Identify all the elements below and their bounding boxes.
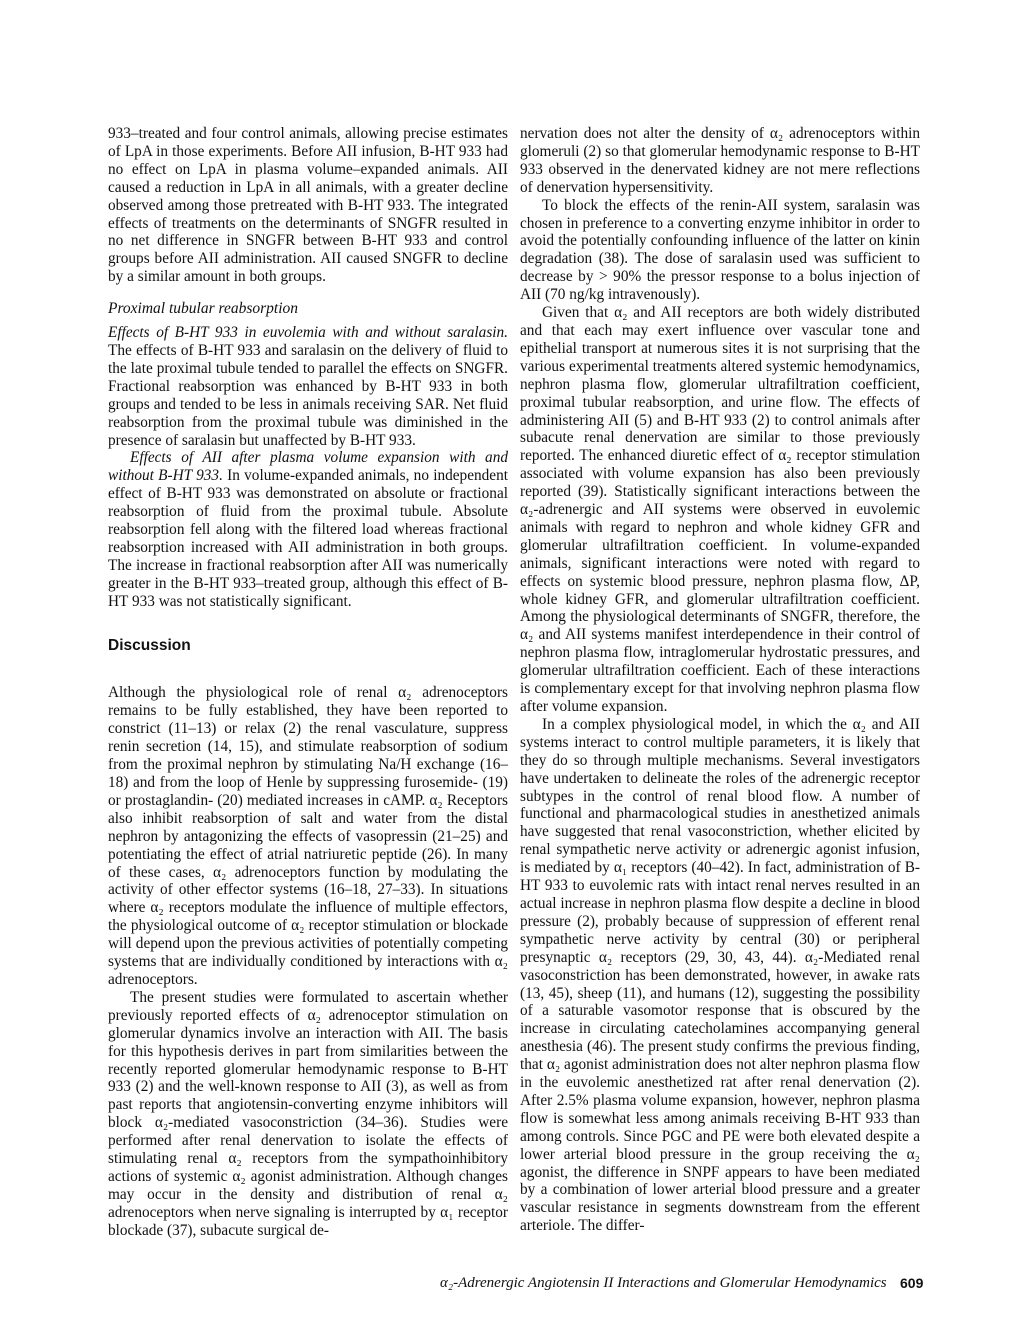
left-paragraph-3	[108, 449, 508, 610]
paragraph-3-title: Effects of AII after plasma volume expansion with and without B-HT 933.	[108, 449, 508, 485]
paragraph-2-title: Effects of B-HT 933 in euvolemia with and without saralasin.	[108, 324, 508, 342]
left-paragraph-5: The present studies were formulated to ascertain whether previously reported effects of α₂ adrenoceptor stimulation on glomerular dynamics involve an interaction with AII. The basis for this hypothesis derives in part from similarities between the recently reported glomerular hemodynamic response to B-HT 933 (2) and the well-known response to AII (3), as well as from past reports that angiotensin-converting enzyme inhibitors will block α₂-mediated vasoconstriction (34–36). Studies were performed after renal denervation to isolate the effects of stimulating renal α₂ receptors from the sympathoinhibitory actions of systemic α₂ agonist administration. Although changes may occur in the density and distribution of renal α₂ adrenoceptors when nerve signaling is interrupted by α₁ receptor blockade (37), subacute surgical de-	[108, 988, 508, 1239]
right-paragraph-3: Given that α₂ and AII receptors are both widely distributed and that each may exert influence over vascular tone and epithelial transport at numerous sites it is not surprising that the various experimental treatments altered systemic hemodynamics, nephron plasma flow, glomerular ultrafiltration coefficient, proximal tubular reabsorption, and urine flow. The effects of administering AII (5) and B-HT 933 (2) to control animals after subacute renal denervation are similar to those previously reported. The enhanced diuretic effect of α₂ receptor stimulation associated with volume expansion has also been previously reported (39). Statistically significant interactions between the α₂-adrenergic and AII systems were observed in euvolemic animals with regard to nephron and whole kidney GFR and glomerular ultrafiltration coefficient. In volume-expanded animals, significant interactions were noted with regard to effects on systemic blood pressure, nephron plasma flow, ΔP, whole kidney GFR, and glomerular ultrafiltration coefficient. Among the physiological determinants of SNGFR, therefore, the α₂ and AII systems manifest interdependence in their control of nephron plasma flow, intraglomerular hydrostatic pressures, and glomerular ultrafiltration coefficient. Each of these interactions is complementary except for that involving nephron plasma flow after volume expansion.	[520, 304, 920, 715]
section-title-discussion: Discussion	[108, 636, 191, 654]
subsection-heading: Proximal tubular reabsorption	[108, 300, 299, 318]
right-column	[520, 125, 920, 1235]
left-paragraph-4: Although the physiological role of renal α₂ adrenoceptors remains to be fully established, they have been reported to constrict (11–13) or relax (2) the renal vasculature, suppress renin secretion (14, 15), and stimulate reabsorption of sodium from the proximal nephron by stimulating Na/H exchange (16–18) and from the loop of Henle by suppressing furosemide- (19) or prostaglandin- (20) mediated increases in cAMP. α₂ Receptors also inhibit reabsorption of salt and water from the distal nephron by antagonizing the effects of vasopressin (21–25) and potentiating the effect of atrial natriuretic peptide (26). In many of these cases, α₂ adrenoceptors function by modulating the activity of other effector systems (16–18, 27–33). In situations where α₂ receptors modulate the influence of multiple effectors, the physiological outcome of α₂ receptor stimulation or blockade will depend upon the previous activities of potentially competing systems that are individually conditioned by interactions with α₂ adrenoceptors.	[108, 684, 508, 988]
left-paragraph-2	[108, 324, 508, 449]
left-paragraph-1: 933–treated and four control animals, allowing precise estimates of LpA in those experiments. Before AII infusion, B-HT 933 had no effect on LpA in plasma volume–expanded animals. AII caused a reduction in LpA in all animals, with a greater decline observed among those pretreated with B-HT 933. The integrated effects of treatments on the determinants of SNGFR resulted in no net difference in SNGFR between B-HT 933 and control groups before AII administration. AII caused SNGFR to decline by a similar amount in both groups.	[108, 125, 508, 286]
right-paragraph-1: nervation does not alter the density of α₂ adrenoceptors within glomeruli (2) so that glomerular hemodynamic response to B-HT 933 observed in the denervated kidney are not mere reflections of denervation hypersensitivity.	[520, 125, 920, 196]
right-paragraph-4: In a complex physiological model, in which the α₂ and AII systems interact to control multiple parameters, it is likely that they do so through multiple mechanisms. Several investigators have undertaken to delineate the roles of the adrenergic receptor subtypes in the control of renal blood flow. A number of functional and pharmacological studies in anesthetized animals have suggested that renal vasoconstriction, whether elicited by renal sympathetic nerve activity or adrenergic agonist infusion, is mediated by α₁ receptors (40–42). In fact, administration of B-HT 933 to euvolemic rats with intact renal nerves resulted in an actual increase in nephron plasma flow despite a decline in blood pressure (2), probably because of suppression of efferent renal sympathetic nerve activity by central (30) or peripheral presynaptic α₂ receptors (29, 30, 43, 44). α₂-Mediated renal vasoconstriction has been demonstrated, however, in awake rats (13, 45), sheep (11), and humans (12), suggesting the possibility of a saturable vasomotor response that is obscured by the increase in circulating catecholamines accompanying general anesthesia (46). The present study confirms the previous finding, that α₂ agonist administration does not alter nephron plasma flow in the euvolemic anesthetized rat after renal denervation (2). After 2.5% plasma volume expansion, however, nephron plasma flow is somewhat less among animals receiving B-HT 933 than among controls. Since PGC and PE were both elevated despite a lower arterial blood pressure in the group receiving the α₂ agonist, the difference in SNPF appears to have been mediated by a combination of lower arterial blood pressure and a greater vascular resistance in segments downstream from the efferent arteriole. The differ-	[520, 715, 920, 1235]
running-title: α₂-Adrenergic Angiotensin II Interactions and Glomerular Hemodynamics	[440, 1275, 887, 1291]
page-number: 609	[900, 1275, 924, 1291]
right-paragraph-2: To block the effects of the renin-AII system, saralasin was chosen in preference to a converting enzyme inhibitor in order to avoid the potentially confounding influence of the latter on kinin degradation (38). The dose of saralasin used was sufficient to decrease by > 90% the pressor response to a bolus injection of AII (70 ng/kg intravenously).	[520, 196, 920, 304]
left-column	[108, 125, 508, 1240]
paragraph-2-body: The effects of B-HT 933 and saralasin on the delivery of fluid to the late proximal tubule tended to parallel the effects on SNGFR. Fractional reabsorption was enhanced by B-HT 933 in both groups and tended to be less in animals receiving SAR. Net fluid reabsorption from the proximal tubule was diminished in the presence of saralasin but unaffected by B-HT 933.	[108, 341, 508, 449]
paragraph-3-body: In volume-expanded animals, no independent effect of B-HT 933 was demonstrated on absolute or fractional reabsorption of fluid from the proximal tubule. Absolute reabsorption fell along with the filtered load whereas fractional reabsorption increased with AII administration in both groups. The increase in fractional reabsorption after AII was numerically greater in the B-HT 933–treated group, although this effect of B-HT 933 was not statistically significant.	[108, 467, 508, 610]
